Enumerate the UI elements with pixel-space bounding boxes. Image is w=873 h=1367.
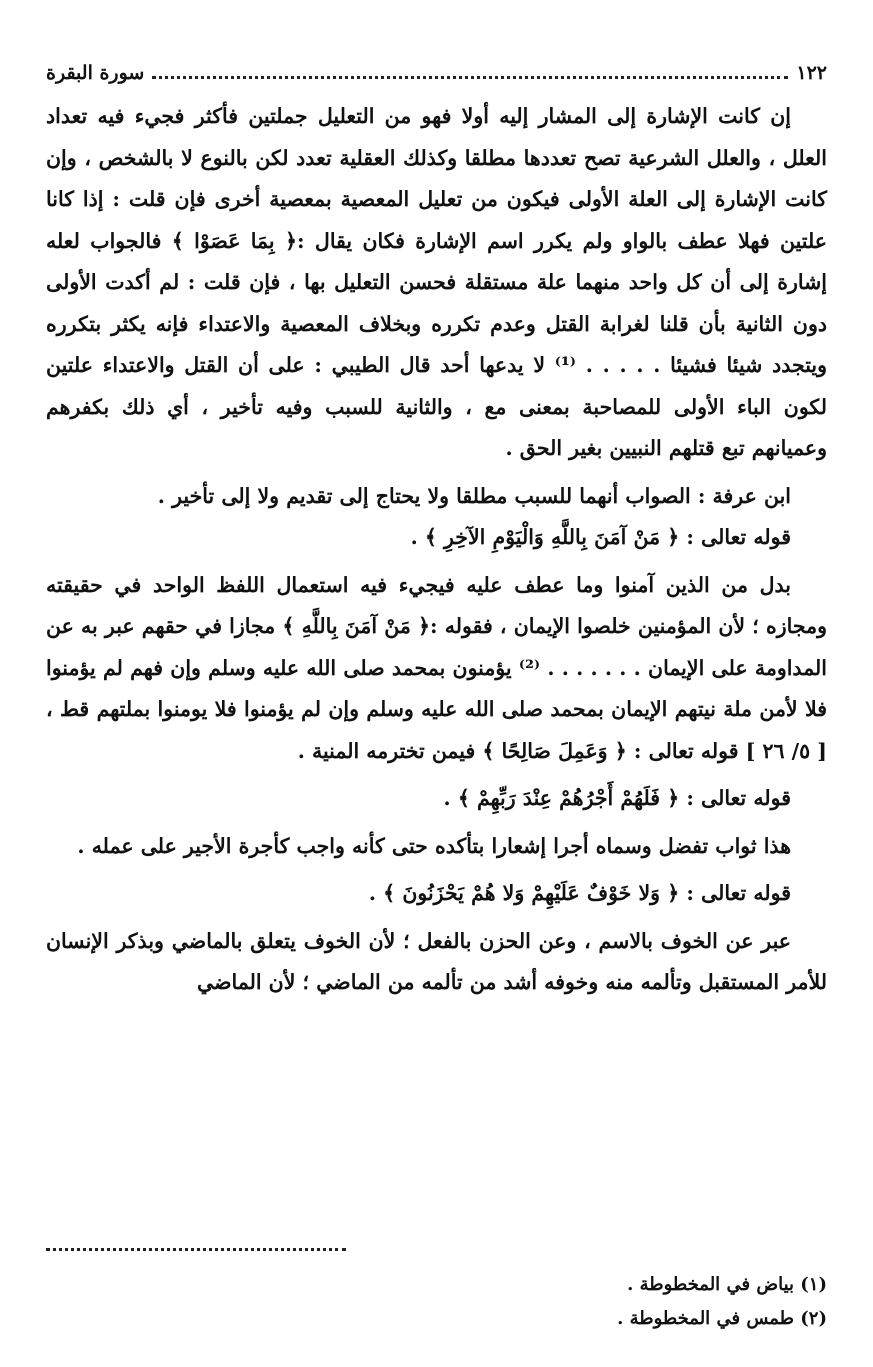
footnotes <box>617 1268 827 1336</box>
verse-heading-3: قوله تعالى : ﴿ وَلا خَوْفٌ عَلَيْهِمْ وَلا هُمْ يَحْزَنُونَ ﴾ . <box>368 881 791 905</box>
page-header <box>46 58 827 88</box>
paragraph-3: بدل من الذين آمنوا وما عطف عليه فيجيء فيه استعمال اللفظ الواحد في حقيقته ومجازه ؛ لأن المؤمنين خلصوا الإيمان ، فقوله :﴿ مَنْ آمَنَ بِاللَّهِ ﴾ مجازا في حقهم عبر به عن المداومة على الإيمان . . . . . . . ⁽²⁾ يؤمنون بمحمد صلى الله عليه وسلم وإن فهم لم يؤمنوا فلا لأمن ملة نيتهم الإيمان بمحمد صلى الله عليه وسلم وإن لم يؤمنوا فلا يومنوا بملتهم قط ، [ ٥/ ٢٦ ] قوله تعالى : ﴿ وَعَمِلَ صَالِحًا ﴾ فيمن تخترمه المنية . <box>46 572 827 763</box>
verse-heading-2: قوله تعالى : ﴿ فَلَهُمْ أَجْرُهُمْ عِنْدَ رَبِّهِمْ ﴾ . <box>443 786 791 810</box>
page-number: ١٢٢ <box>796 62 827 84</box>
paragraph-2: ابن عرفة : الصواب أنهما للسبب مطلقا ولا يحتاج إلى تقديم ولا إلى تأخير . <box>157 483 791 508</box>
footnote-separator <box>46 1248 346 1251</box>
paragraph-1: إن كانت الإشارة إلى المشار إليه أولا فهو من التعليل جملتين فأكثر فجيء فيه تعداد العلل ، والعلل الشرعية تصح تعددها مطلقا وكذلك العقلية تعدد لكن بالنوع لا بالشخص ، وإن كانت الإشارة إلى العلة الأولى فيكون من تعليل المعصية بمعصية أخرى فإن قلت : إذا كانا علتين فهلا عطف بالواو ولم يكرر اسم الإشارة فكان يقال :﴿ بِمَا عَصَوْا ﴾ فالجواب لعله إشارة إلى أن كل واحد منهما علة مستقلة فحسن التعليل بها ، فإن قلت : لم أكدت الأولى دون الثانية بأن قلنا لغرابة القتل وعدم تكرره وبخلاف المعصية والاعتداء فإنه يكثر بتكرره ويتجدد شيئا فشيئا . . . . . ⁽¹⁾ لا يدعها أحد قال الطيبي : على أن القتل والاعتداء علتين لكون الباء الأولى للمصاحبة بمعنى مع ، والثانية للسبب وفيه تأخير ، أي ذلك بكفرهم وعميانهم تبع قتلهم النبيين بغير الحق . <box>46 104 827 460</box>
paragraph-5: عبر عن الخوف بالاسم ، وعن الحزن بالفعل ؛ لأن الخوف يتعلق بالماضي وبذكر الإنسان للأمر المستقبل وتألمه منه وخوفه أشد من تألمه من الماضي ؛ لأن الماضي <box>46 928 827 994</box>
verse-heading-1: قوله تعالى : ﴿ مَنْ آمَنَ بِاللَّهِ وَالْيَوْمِ الآخِرِ ﴾ . <box>410 525 791 549</box>
header-dotted-rule <box>152 76 788 79</box>
body-text <box>46 96 827 1004</box>
footnote-2: (٢) طمس في المخطوطة . <box>617 1308 827 1329</box>
paragraph-4: هذا ثواب تفضل وسماه أجرا إشعارا بتأكده حتى كأنه واجب كأجرة الأجير على عمله . <box>77 833 791 858</box>
footnote-1: (١) بياض في المخطوطة . <box>627 1274 827 1295</box>
surah-title: سورة البقرة <box>46 62 145 84</box>
